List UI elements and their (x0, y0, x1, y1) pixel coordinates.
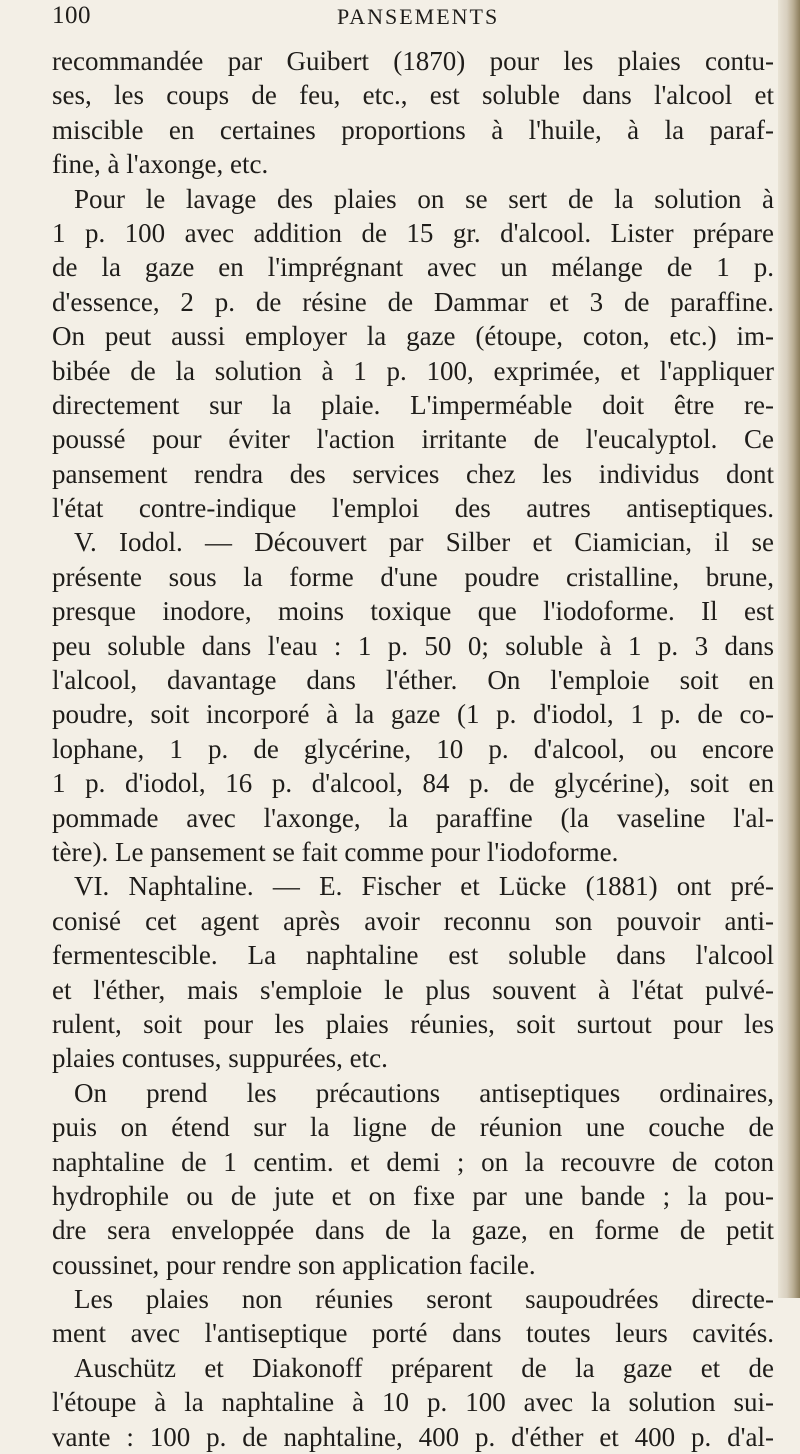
text-line: conisé cet agent après avoir reconnu son pouvoir anti- (52, 905, 774, 936)
text-line: presque inodore, moins toxique que l'iodoforme. Il est (52, 596, 774, 627)
text-line: Auschütz et Diakonoff préparent de la gaze et de (74, 1352, 774, 1383)
page-header (52, 0, 772, 40)
body-text (52, 44, 774, 1454)
text-line: fine, à l'axonge, etc. (52, 149, 269, 180)
text-line: naphtaline de 1 centim. et demi ; on la recouvre de coton (52, 1146, 774, 1177)
text-line: vante : 100 p. de naphtaline, 400 p. d'éther et 400 p. d'al- (52, 1421, 774, 1452)
text-line: tère). Le pansement se fait comme pour l'iodoforme. (52, 836, 619, 867)
page-spine-edge (778, 0, 800, 1298)
text-line: recommandée par Guibert (1870) pour les plaies contu- (52, 46, 774, 76)
text-line: présente sous la forme d'une poudre cristalline, brune, (52, 561, 774, 592)
text-line: d'essence, 2 p. de résine de Dammar et 3 de paraffine. (52, 286, 774, 317)
text-line: poudre, soit incorporé à la gaze (1 p. d'iodol, 1 p. de co- (52, 699, 774, 730)
text-line: Pour le lavage des plaies on se sert de la solution à (74, 183, 774, 214)
text-line: plaies contuses, suppurées, etc. (52, 1043, 388, 1074)
text-line: coussinet, pour rendre son application facile. (52, 1249, 536, 1280)
page-number: 100 (52, 2, 91, 29)
text-line: ses, les coups de feu, etc., est soluble dans l'alcool et (52, 80, 774, 111)
text-line: bibée de la solution à 1 p. 100, exprimée, et l'appliquer (52, 355, 774, 386)
text-line: dre sera enveloppée dans de la gaze, en forme de petit (52, 1215, 774, 1246)
text-line: miscible en certaines proportions à l'huile, à la paraf- (52, 114, 774, 145)
text-line: rulent, soit pour les plaies réunies, soit surtout pour les (52, 1008, 774, 1039)
text-line: de la gaze en l'imprégnant avec un mélange de 1 p. (52, 252, 774, 283)
text-line: On peut aussi employer la gaze (étoupe, coton, etc.) im- (52, 321, 774, 352)
text-line: et l'éther, mais s'emploie le plus souvent à l'état pulvé- (52, 974, 774, 1005)
text-line: directement sur la plaie. L'imperméable doit être re- (52, 389, 774, 420)
text-line: 1 p. 100 avec addition de 15 gr. d'alcool. Lister prépare (52, 217, 774, 248)
text-line: Les plaies non réunies seront saupoudrées directe- (74, 1284, 774, 1315)
running-head: PANSEMENTS (337, 4, 500, 29)
text-line: l'état contre-indique l'emploi des autres antiseptiques. (52, 493, 774, 524)
text-line: puis on étend sur la ligne de réunion une couche de (52, 1112, 774, 1143)
text-line: l'alcool, davantage dans l'éther. On l'emploie soit en (52, 665, 774, 696)
text-line: 1 p. d'iodol, 16 p. d'alcool, 84 p. de glycérine), soit en (52, 768, 774, 799)
text-line: pommade avec l'axonge, la paraffine (la vaseline l'al- (52, 802, 774, 833)
text-line: l'étoupe à la naphtaline à 10 p. 100 avec la solution sui- (52, 1387, 774, 1418)
text-line: V. Iodol. — Découvert par Silber et Ciamician, il se (74, 527, 774, 558)
text-line: fermentescible. La naphtaline est soluble dans l'alcool (52, 940, 774, 971)
text-line: On prend les précautions antiseptiques ordinaires, (74, 1077, 774, 1108)
text-line: pansement rendra des services chez les individus dont (52, 458, 774, 489)
text-line: ment avec l'antiseptique porté dans toutes leurs cavités. (52, 1318, 774, 1349)
text-line: lophane, 1 p. de glycérine, 10 p. d'alcool, ou encore (52, 733, 774, 764)
text-line: VI. Naphtaline. — E. Fischer et Lücke (1881) ont pré- (74, 871, 774, 902)
text-line: poussé pour éviter l'action irritante de l'eucalyptol. Ce (52, 424, 774, 455)
text-line: hydrophile ou de jute et on fixe par une bande ; la pou- (52, 1180, 774, 1211)
text-line: peu soluble dans l'eau : 1 p. 50 0; soluble à 1 p. 3 dans (52, 630, 774, 661)
